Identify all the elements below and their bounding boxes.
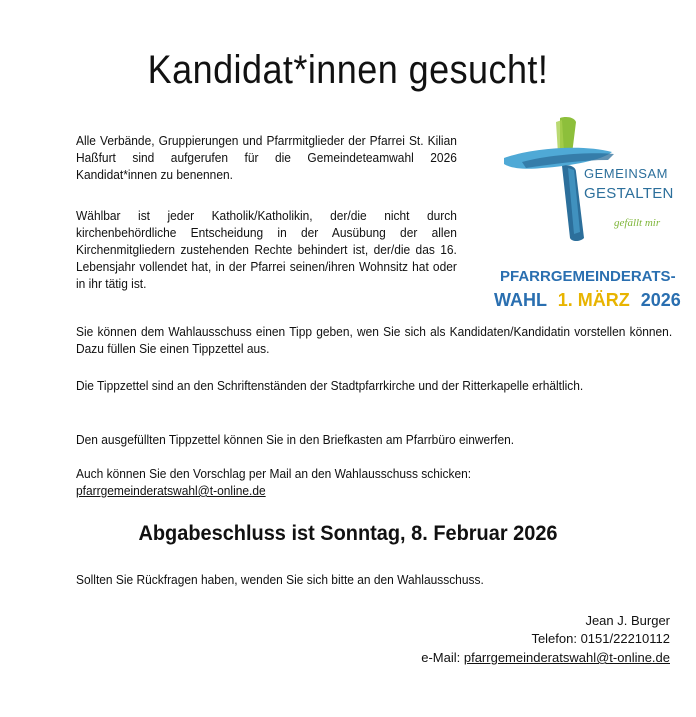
paragraph-email bbox=[76, 465, 672, 499]
signature-email bbox=[421, 649, 670, 667]
paragraph-mailbox: Den ausgefüllten Tippzettel können Sie in den Briefkasten am Pfarrbüro einwerfen. bbox=[76, 432, 515, 447]
gemeinsam-gestalten-logo bbox=[502, 114, 678, 246]
signature-email-label: e-Mail: bbox=[421, 650, 464, 665]
signature-name: Jean J. Burger bbox=[585, 613, 670, 628]
paragraph-questions: Sollten Sie Rückfragen haben, wenden Sie sich bitte an den Wahlausschuss. bbox=[76, 572, 484, 587]
paragraph-call: Alle Verbände, Gruppierungen und Pfarrmitglieder der Pfarrei St. Kilian Haßfurt sind aufgerufen für die Gemeindeteamwahl 2026 Kandidat*innen zu benennen. bbox=[76, 133, 457, 182]
page-title: Kandidat*innen gesucht! bbox=[147, 48, 549, 92]
wahl-logo-line1: PFARRGEMEINDERATS- bbox=[500, 268, 676, 285]
email-instruction: Auch können Sie den Vorschlag per Mail an den Wahlausschuss schicken: bbox=[76, 466, 472, 481]
paragraph-tip: Sie können dem Wahlausschuss einen Tipp geben, wen Sie sich als Kandidaten/Kandidatin vorstellen können. Dazu füllen Sie einen Tippzettel aus. bbox=[76, 324, 673, 356]
logo-tagline: gefällt mir bbox=[614, 217, 661, 229]
logo-line2: GESTALTEN bbox=[584, 185, 674, 202]
logo-line1: GEMEINSAM bbox=[584, 166, 668, 181]
signature-email-link[interactable]: pfarrgemeinderatswahl@t-online.de bbox=[463, 650, 670, 665]
paragraph-eligibility: Wählbar ist jeder Katholik/Katholikin, der/die nicht durch kirchenbehördliche Entscheidung in der Ausübung der allen Kirchenmitgliedern zustehenden Rechte behindert ist, der/die das 16. Lebensjahr vollendet hat, in der Pfarrei seinen/ihren Wohnsitz hat oder in ihr tätig ist. bbox=[76, 208, 457, 291]
signature-phone: Telefon: 0151/22210112 bbox=[531, 631, 670, 646]
wahl-logo-wahl: WAHL bbox=[494, 290, 547, 310]
pfarrgemeinderatswahl-logo bbox=[490, 262, 686, 314]
email-link[interactable]: pfarrgemeinderatswahl@t-online.de bbox=[76, 483, 266, 498]
wahl-logo-year: 2026 bbox=[640, 290, 681, 310]
wahl-logo-date: 1. MÄRZ bbox=[557, 290, 630, 310]
paragraph-availability: Die Tippzettel sind an den Schriftenständen der Stadtpfarrkirche und der Ritterkapelle erhältlich. bbox=[76, 378, 584, 393]
svg-text:WAHL 1. MÄRZ 2026 bbox=[494, 290, 681, 310]
deadline-heading: Abgabeschluss ist Sonntag, 8. Februar 2026 bbox=[138, 522, 558, 545]
